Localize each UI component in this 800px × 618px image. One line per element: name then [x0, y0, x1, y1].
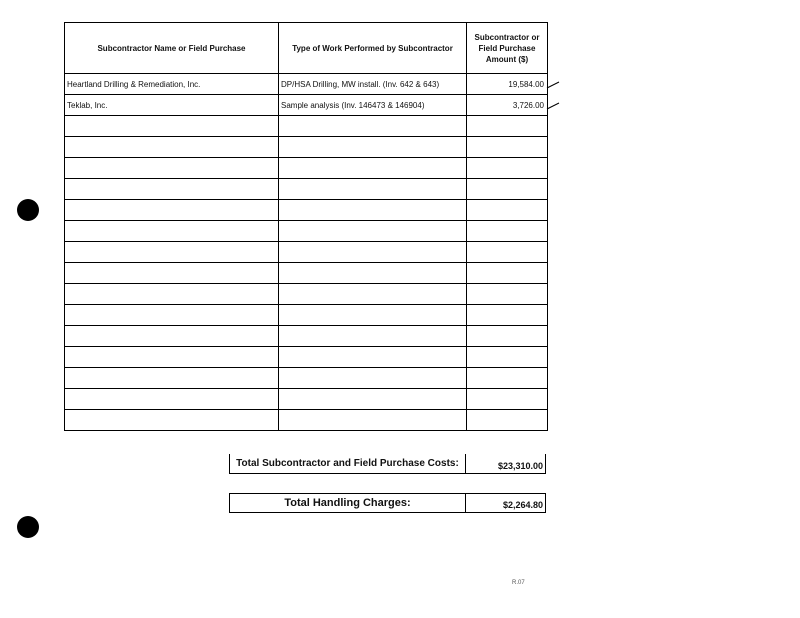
- table-row: [65, 410, 548, 431]
- check-mark-icon: [546, 101, 560, 111]
- table-row: [65, 389, 548, 410]
- table-row: [65, 179, 548, 200]
- work-type-cell: [279, 263, 467, 284]
- table-body: [65, 74, 548, 431]
- amount-cell: [467, 368, 548, 389]
- amount-cell: [467, 137, 548, 158]
- total-handling-label: Total Handling Charges:: [230, 494, 466, 512]
- table-row: [65, 347, 548, 368]
- header-subcontractor-name: Subcontractor Name or Field Purchase: [65, 23, 279, 74]
- binder-hole-bottom: [17, 516, 39, 538]
- table-row: [65, 200, 548, 221]
- amount-cell: [467, 347, 548, 368]
- work-type-cell: [279, 242, 467, 263]
- subcontractor-name-cell: [65, 116, 279, 137]
- amount-cell: [467, 221, 548, 242]
- subcontractor-name-cell: [65, 158, 279, 179]
- work-type-cell: [279, 347, 467, 368]
- amount-cell: [467, 242, 548, 263]
- subcontractor-name-cell: [65, 326, 279, 347]
- work-type-cell: [279, 389, 467, 410]
- amount-cell: [467, 284, 548, 305]
- work-type-cell: Sample analysis (Inv. 146473 & 146904): [279, 95, 467, 116]
- page-mark: R.07: [512, 580, 525, 586]
- total-subcontractor-value: $23,310.00: [497, 461, 543, 471]
- work-type-cell: [279, 326, 467, 347]
- subcontractor-name-cell: [65, 368, 279, 389]
- subcontractor-name-cell: [65, 305, 279, 326]
- table-row: [65, 326, 548, 347]
- binder-hole-top: [17, 199, 39, 221]
- table-row: [65, 116, 548, 137]
- amount-cell: [467, 389, 548, 410]
- work-type-cell: [279, 305, 467, 326]
- subcontractor-table: [64, 22, 548, 431]
- table-row: [65, 74, 548, 95]
- table-row: [65, 158, 548, 179]
- table-row: [65, 95, 548, 116]
- table-row: [65, 368, 548, 389]
- work-type-cell: [279, 200, 467, 221]
- table-header-row: [65, 23, 548, 74]
- amount-cell: [467, 263, 548, 284]
- subcontractor-name-cell: [65, 263, 279, 284]
- table-row: [65, 242, 548, 263]
- work-type-cell: [279, 368, 467, 389]
- work-type-cell: DP/HSA Drilling, MW install. (Inv. 642 & 643): [279, 74, 467, 95]
- work-type-cell: [279, 284, 467, 305]
- total-subcontractor-label: Total Subcontractor and Field Purchase Costs:: [230, 454, 466, 473]
- subcontractor-name-cell: Teklab, Inc.: [65, 95, 279, 116]
- subcontractor-name-cell: [65, 200, 279, 221]
- amount-cell: [467, 305, 548, 326]
- table-row: [65, 284, 548, 305]
- table-row: [65, 221, 548, 242]
- amount-cell: [467, 326, 548, 347]
- header-amount: Subcontractor or Field Purchase Amount ($): [467, 23, 548, 74]
- amount-cell: 19,584.00: [467, 74, 548, 95]
- work-type-cell: [279, 158, 467, 179]
- total-handling-charges: [229, 493, 546, 513]
- subcontractor-name-cell: [65, 137, 279, 158]
- subcontractor-name-cell: [65, 410, 279, 431]
- amount-cell: [467, 158, 548, 179]
- check-mark-icon: [546, 80, 560, 90]
- work-type-cell: [279, 137, 467, 158]
- amount-cell: [467, 410, 548, 431]
- subcontractor-name-cell: [65, 179, 279, 200]
- work-type-cell: [279, 410, 467, 431]
- table-row: [65, 137, 548, 158]
- subcontractor-name-cell: Heartland Drilling & Remediation, Inc.: [65, 74, 279, 95]
- work-type-cell: [279, 179, 467, 200]
- work-type-cell: [279, 221, 467, 242]
- table-row: [65, 305, 548, 326]
- header-type-of-work: Type of Work Performed by Subcontractor: [279, 23, 467, 74]
- total-handling-value: $2,264.80: [502, 500, 543, 510]
- amount-cell: [467, 116, 548, 137]
- subcontractor-name-cell: [65, 221, 279, 242]
- amount-cell: [467, 179, 548, 200]
- subcontractor-name-cell: [65, 389, 279, 410]
- total-subcontractor-costs: [229, 454, 546, 474]
- subcontractor-name-cell: [65, 284, 279, 305]
- subcontractor-name-cell: [65, 347, 279, 368]
- amount-cell: [467, 200, 548, 221]
- subcontractor-name-cell: [65, 242, 279, 263]
- amount-cell: 3,726.00: [467, 95, 548, 116]
- work-type-cell: [279, 116, 467, 137]
- table-row: [65, 263, 548, 284]
